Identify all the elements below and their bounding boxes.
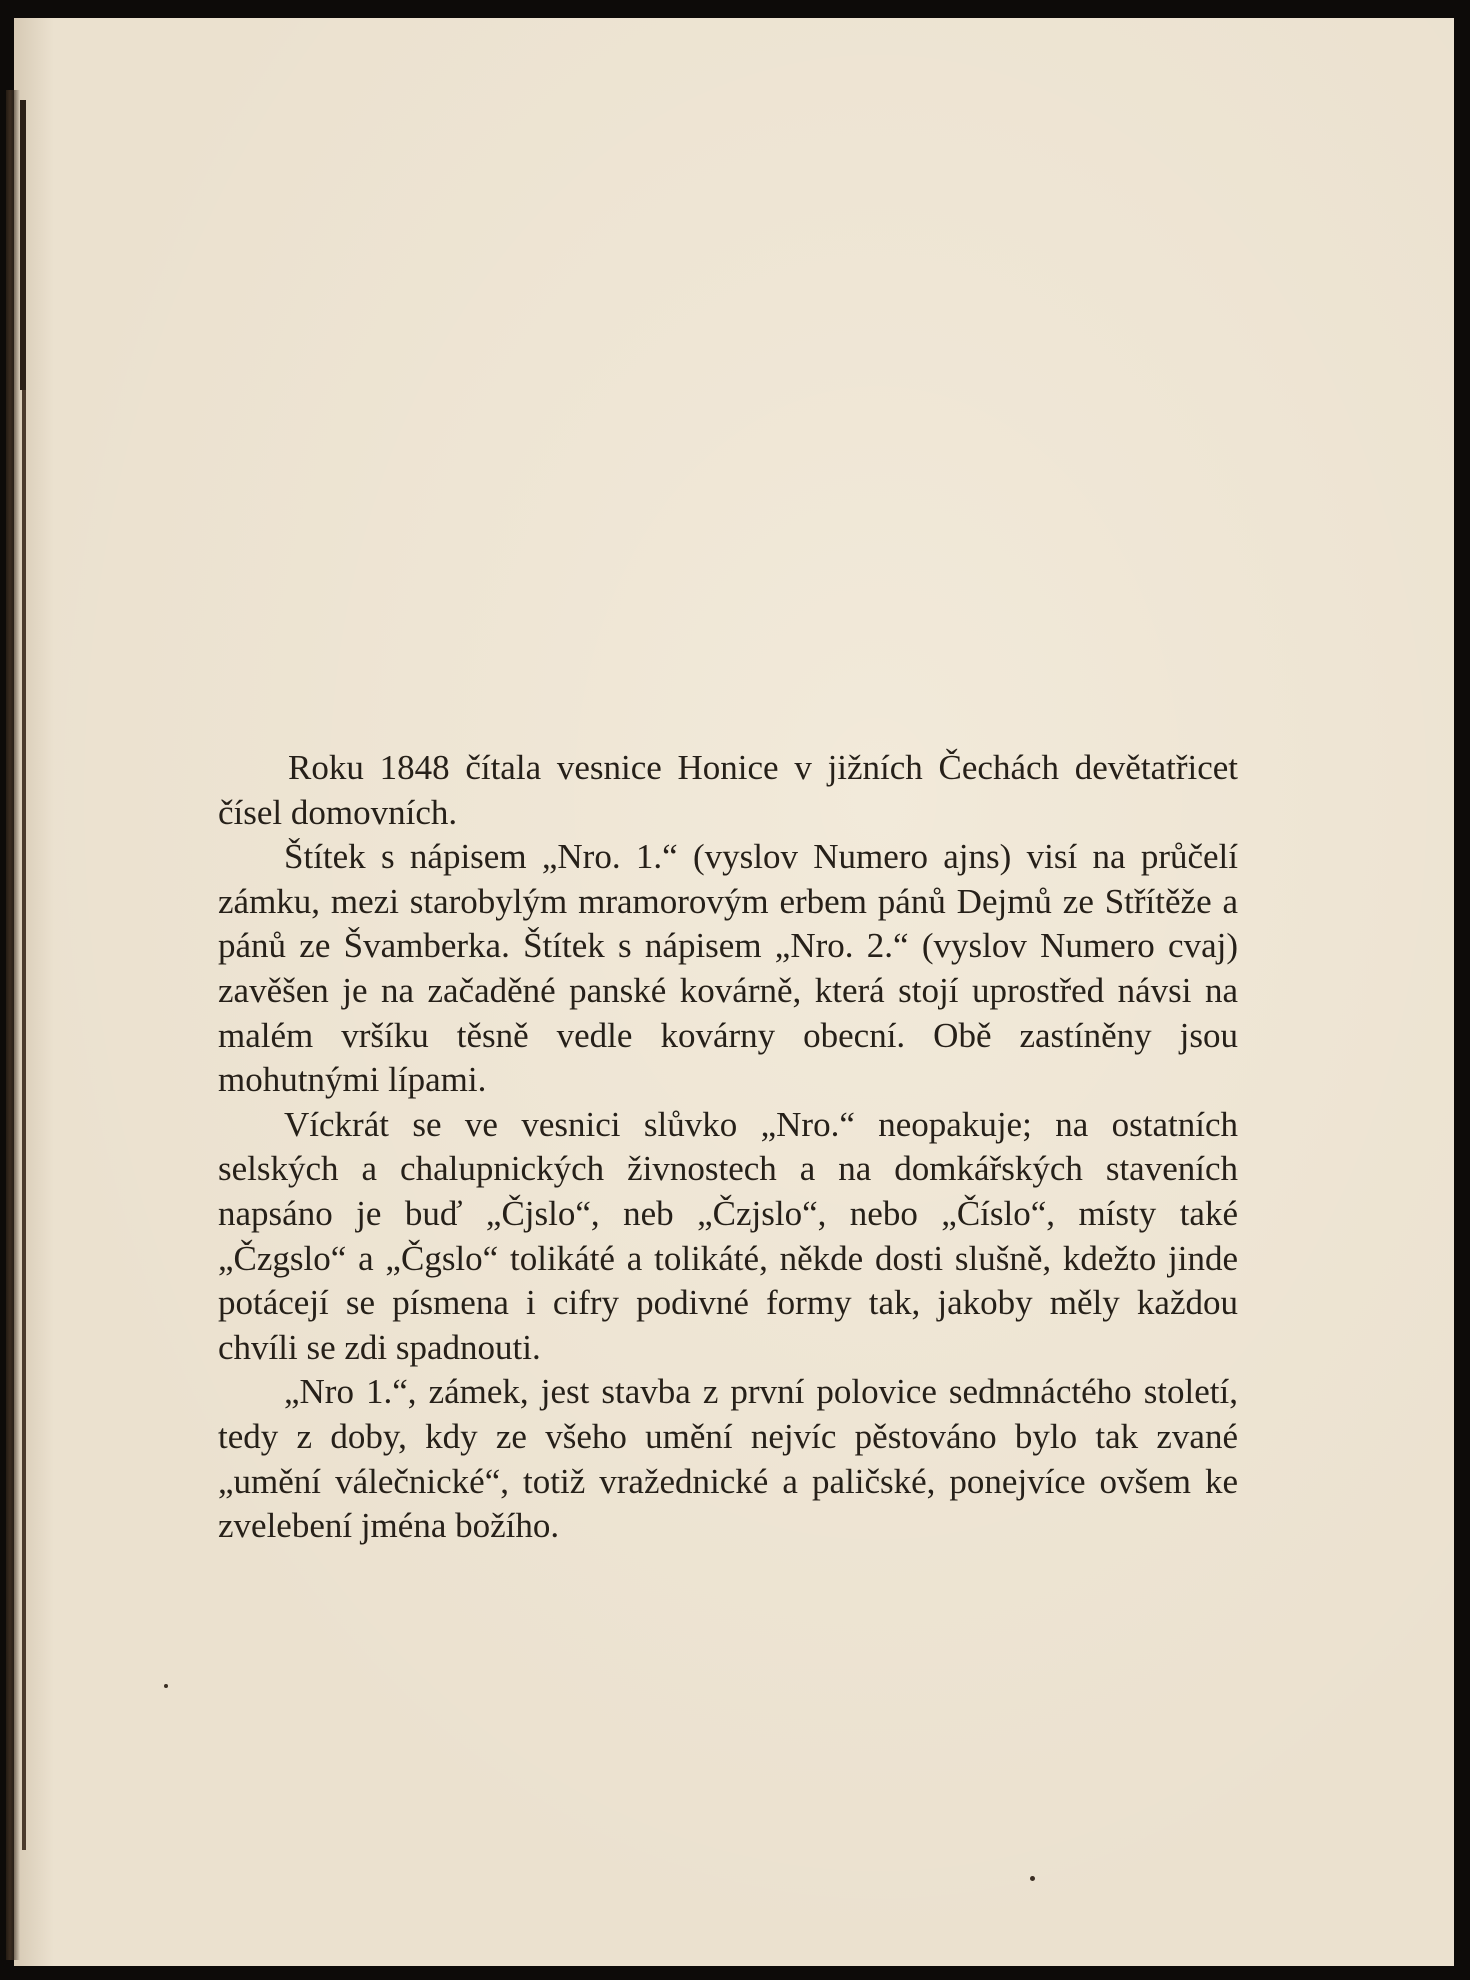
paragraph-2: Štítek s nápisem „Nro. 1.“ (vyslov Numero ajns) visí na průčelí zámku, mezi starobylým mramorovým erbem pánů Dejmů ze Střítěže a pánů ze Švamberka. Štítek s nápisem „Nro. 2.“ (vyslov Numero cvaj) zavěšen je na začaděné panské kovárně, která stojí uprostřed návsi na malém vršíku těsně vedle kovárny obecní. Obě zastíněny jsou mohutnými lípami. (218, 837, 1238, 1100)
binding-edge (6, 90, 20, 1960)
binding-shadow-mark (22, 390, 26, 1850)
binding-shadow-mark (20, 100, 26, 390)
body-text (218, 746, 1238, 1549)
ink-speck (164, 1684, 168, 1688)
paragraph-1: Roku 1848 čítala vesnice Honice v jižních Čechách devětatřicet čísel domovních. (218, 748, 1238, 832)
paragraph-4: „Nro 1.“, zámek, jest stavba z první polovice sedmnáctého století, tedy z doby, kdy ze všeho umění nejvíc pěstováno bylo tak zvané „umění válečnické“, totiž vražednické a paličské, ponejvíce ovšem ke zvelebení jména božího. (218, 1372, 1238, 1546)
ink-speck (1030, 1876, 1035, 1881)
paragraph-3: Víckrát se ve vesnici slůvko „Nro.“ neopakuje; na ostatních selských a chalupnických živnostech a na domkářských staveních napsáno je buď „Čjslo“, neb „Čzjslo“, nebo „Číslo“, místy také „Čzgslo“ a „Čgslo“ tolikáté a tolikáté, někde dosti slušně, kdežto jinde potácejí se písmena i cifry podivné formy tak, jakoby měly každou chvíli se zdi spadnouti. (218, 1104, 1238, 1367)
book-page (14, 18, 1454, 1966)
